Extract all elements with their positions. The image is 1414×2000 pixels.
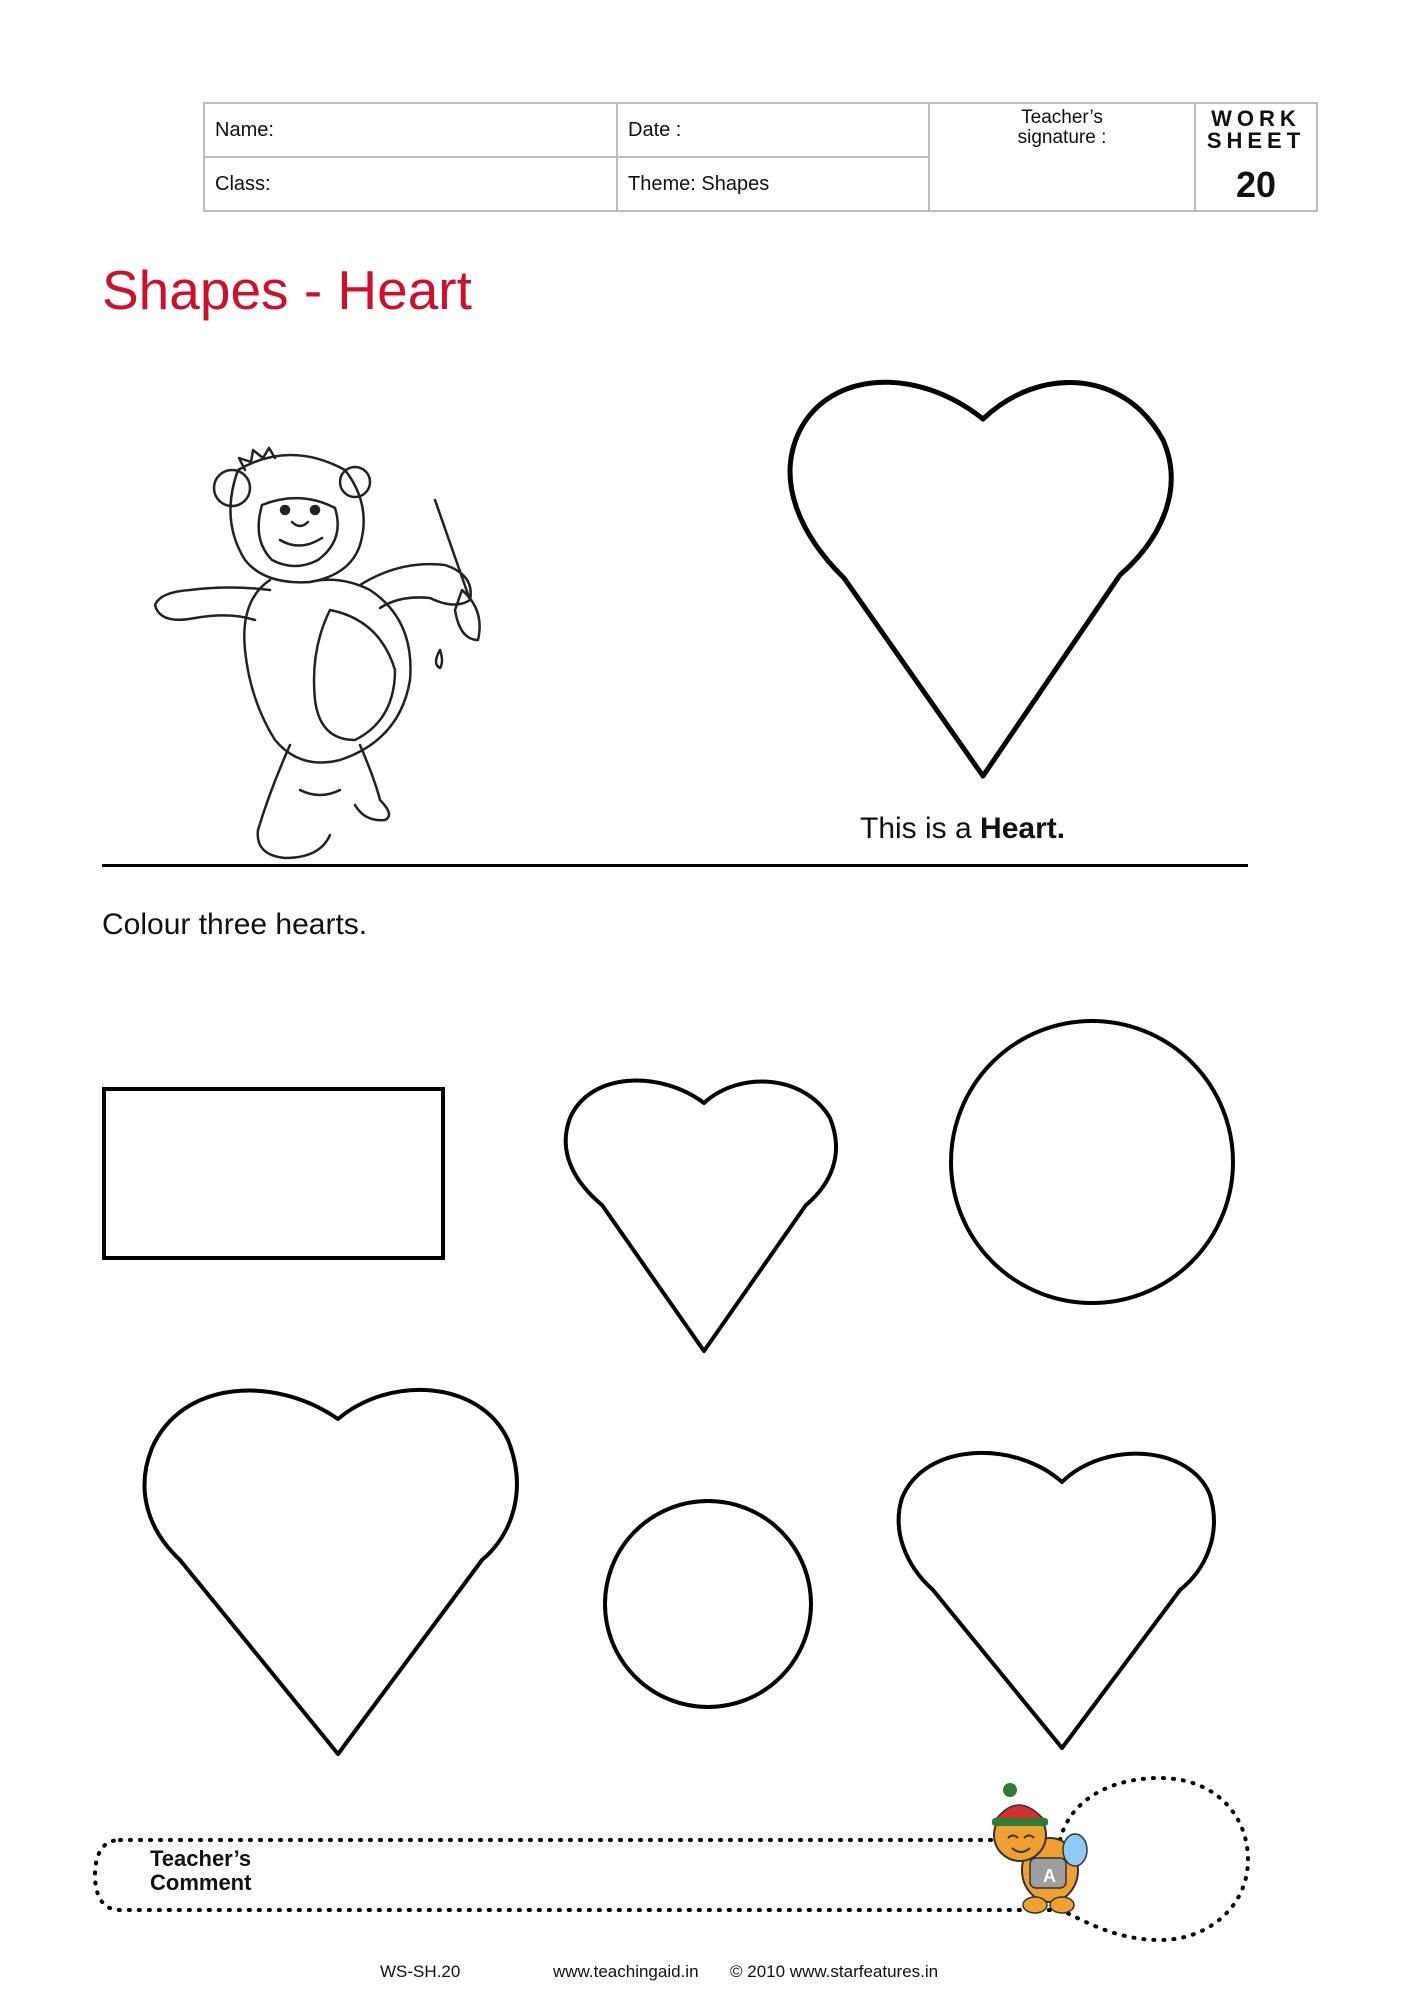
footer-site-link[interactable]: www.teachingaid.in: [553, 1962, 699, 1981]
shape-heart-2[interactable]: [145, 1390, 517, 1754]
shape-circle-1[interactable]: [951, 1021, 1233, 1303]
shape-circle-2[interactable]: [605, 1501, 811, 1707]
worksheet-line1: WORK: [1211, 106, 1301, 131]
name-field[interactable]: Name:: [215, 118, 274, 141]
shape-heart-3[interactable]: [899, 1453, 1214, 1748]
class-field[interactable]: Class:: [215, 172, 271, 195]
signature-label-line1: Teacher’s: [1021, 107, 1103, 128]
page-title: Shapes - Heart: [102, 259, 472, 321]
caption-bold: Heart.: [980, 812, 1066, 845]
instruction-text: Colour three hearts.: [102, 908, 368, 941]
caption-prefix: This is a: [860, 812, 981, 845]
worksheet-line2: SHEET: [1206, 128, 1306, 153]
worksheet-number: 20: [1235, 164, 1277, 205]
footer-copyright: © 2010 www.starfeatures.in: [730, 1962, 939, 1981]
monkey-painter-icon: [155, 448, 480, 858]
shape-rectangle[interactable]: [104, 1089, 443, 1258]
comment-line2: Comment: [150, 1870, 252, 1895]
shape-heart-1[interactable]: [566, 1081, 836, 1351]
comment-line1: Teacher’s: [150, 1846, 252, 1871]
footer-code: WS-SH.20: [380, 1962, 461, 1981]
date-field[interactable]: Date :: [628, 118, 682, 141]
svg-text:A: A: [1043, 1866, 1056, 1886]
teacher-comment-label: [150, 1847, 350, 1895]
example-heart-shape: [790, 382, 1171, 776]
theme-label: Theme: Shapes: [628, 172, 770, 195]
signature-label-line2: signature :: [1017, 127, 1107, 148]
bear-mascot-icon: [992, 1783, 1087, 1913]
